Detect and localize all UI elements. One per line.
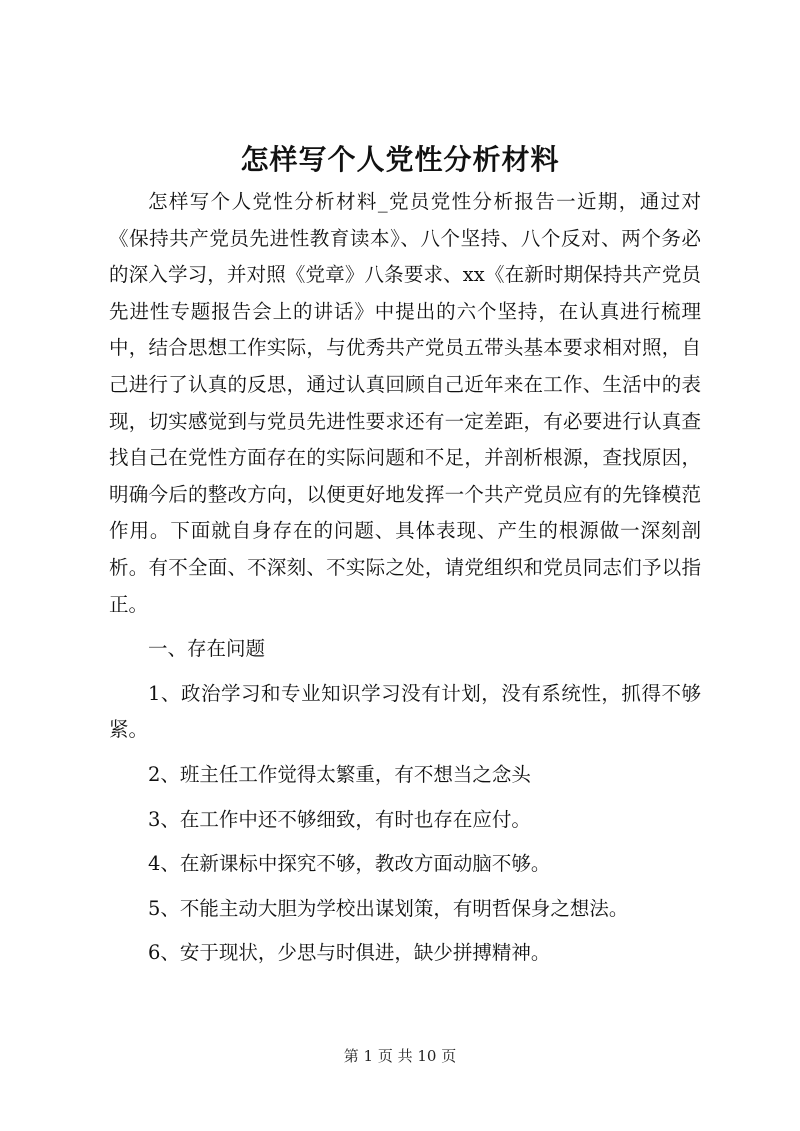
problem-item-1: 1、政治学习和专业知识学习没有计划，没有系统性，抓得不够紧。 [109, 681, 701, 742]
problem-item-6: 6、安于现状，少思与时俱进，缺少拼搏精神。 [148, 941, 551, 965]
page-number-footer: 第 1 页 共 10 页 [343, 1047, 457, 1065]
problem-item-5: 5、不能主动大胆为学校出谋划策，有明哲保身之想法。 [148, 896, 629, 920]
section-heading-problems: 一、存在问题 [148, 637, 266, 661]
problem-item-2: 2、班主任工作觉得太繁重，有不想当之念头 [148, 762, 531, 786]
problem-item-4: 4、在新课标中探究不够，教改方面动脑不够。 [148, 852, 551, 876]
document-title: 怎样写个人党性分析材料 [240, 143, 560, 176]
problem-item-3: 3、在工作中还不够细致，有时也存在应付。 [148, 807, 531, 831]
intro-paragraph: 怎样写个人党性分析材料_党员党性分析报告一近期，通过对《保持共产党员先进性教育读本》、八个坚持、八个反对、两个务必的深入学习，并对照《党章》八条要求、xx《在新时期保持共产党员先进性专题报告会上的讲话》中提出的六个坚持，在认真进行梳理中，结合思想工作实际，与优秀共产党员五带头基本要求相对照，自己进行了认真的反思，通过认真回顾自己近年来在工作、生活中的表现，切实感觉到与党员先进性要求还有一定差距，有必要进行认真查找自己在党性方面存在的实际问题和不足，并剖析根源，查找原因，明确今后的整改方向，以便更好地发挥一个共产党员应有的先锋模范作用。下面就自身存在的问题、具体表现、产生的根源做一深刻剖析。有不全面、不深刻、不实际之处，请党组织和党员同志们予以指正。 [109, 190, 701, 616]
document-body [109, 184, 701, 972]
